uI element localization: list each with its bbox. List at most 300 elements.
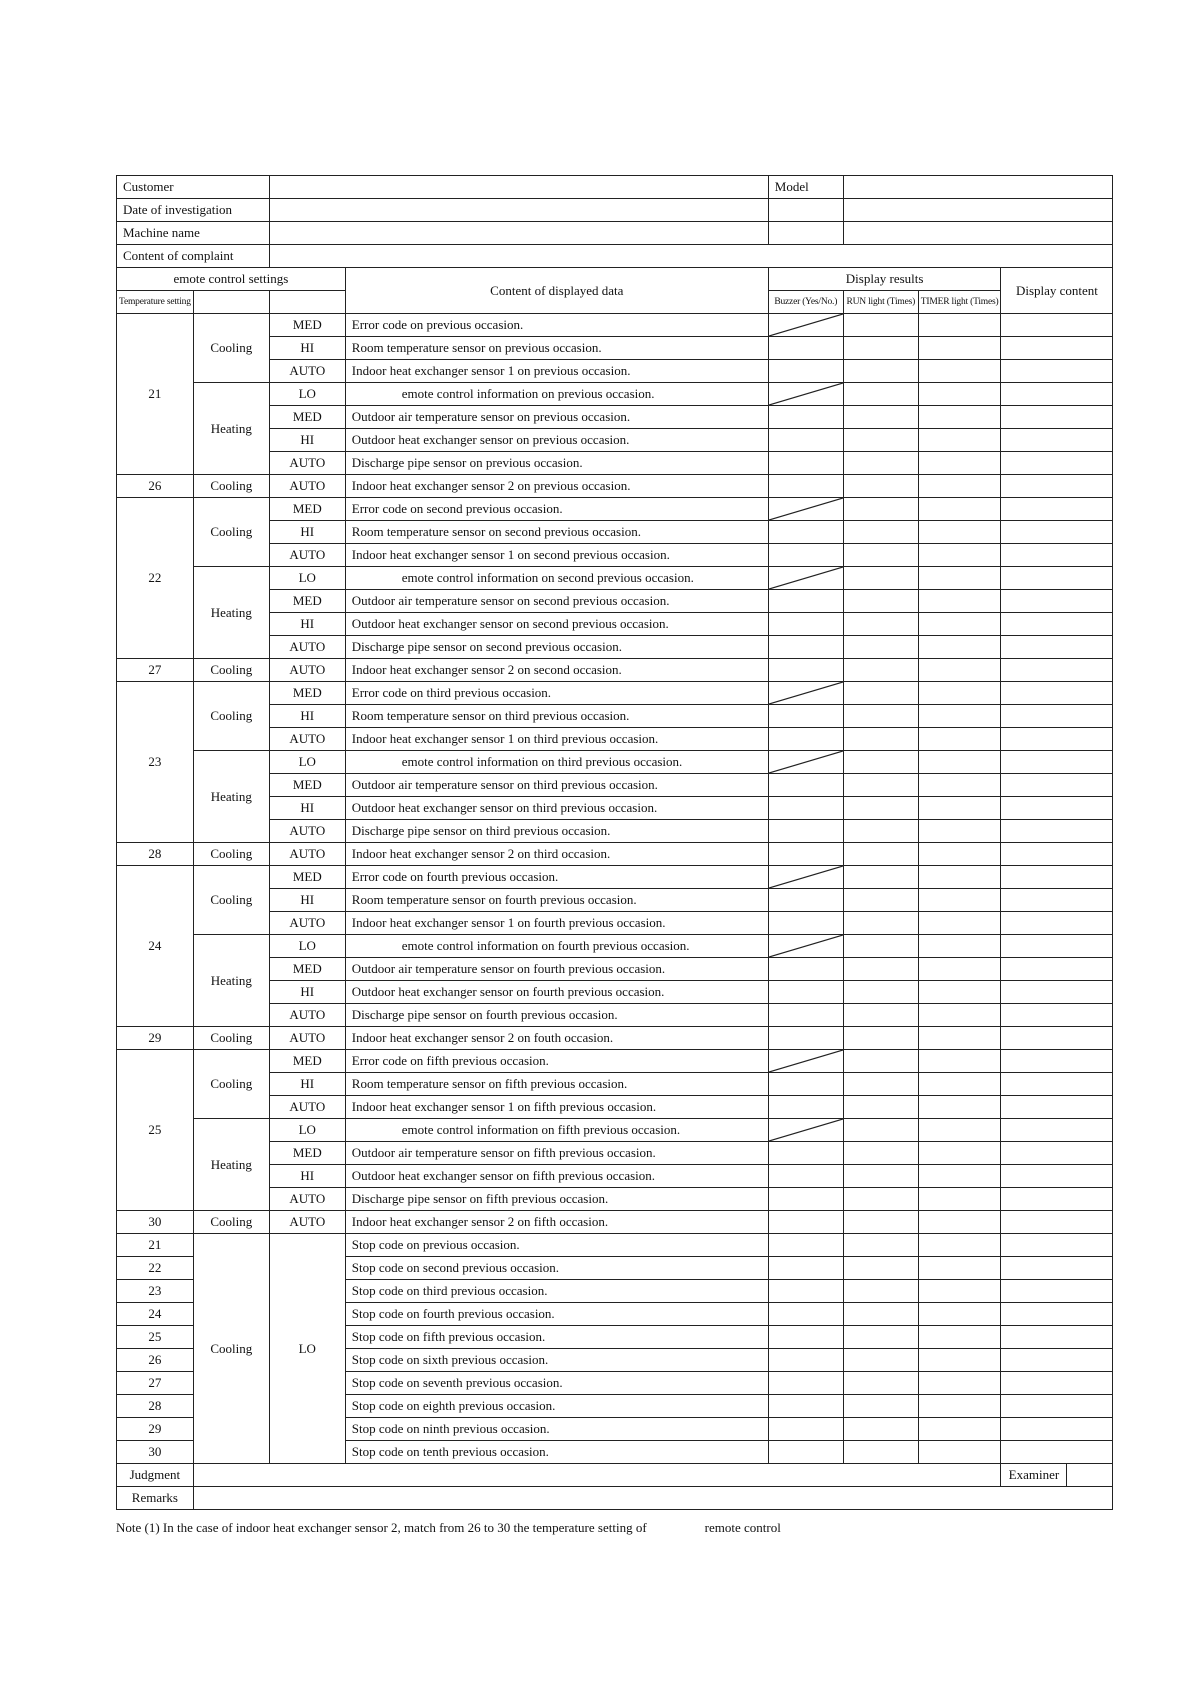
run-light-cell[interactable]: [843, 475, 918, 498]
fan-speed: AUTO: [269, 912, 345, 935]
display-content-cell[interactable]: [1001, 1395, 1113, 1418]
remote-settings-header: emote control settings: [117, 268, 346, 291]
display-content-cell[interactable]: [1001, 314, 1113, 337]
buzzer-cell[interactable]: [768, 912, 843, 935]
stop-code-content: Stop code on sixth previous occasion.: [345, 1349, 768, 1372]
run-light-cell[interactable]: [843, 958, 918, 981]
timer-light-cell[interactable]: [918, 1165, 1001, 1188]
run-light-cell[interactable]: [843, 613, 918, 636]
timer-light-cell[interactable]: [918, 636, 1001, 659]
buzzer-cell[interactable]: [768, 429, 843, 452]
display-content-cell[interactable]: [1001, 1372, 1113, 1395]
buzzer-cell: [768, 314, 843, 337]
run-light-cell[interactable]: [843, 567, 918, 590]
fan-speed: MED: [269, 1050, 345, 1073]
buzzer-cell[interactable]: [768, 613, 843, 636]
fan-speed: LO: [269, 383, 345, 406]
mode-cooling: Cooling: [193, 843, 269, 866]
display-content-cell[interactable]: [1001, 1004, 1113, 1027]
mode-cooling: Cooling: [193, 682, 269, 751]
buzzer-cell[interactable]: [768, 889, 843, 912]
display-content-cell[interactable]: [1001, 751, 1113, 774]
display-content-cell[interactable]: [1001, 1188, 1113, 1211]
buzzer-cell[interactable]: [768, 544, 843, 567]
timer-light-cell[interactable]: [918, 1257, 1001, 1280]
timer-light-cell[interactable]: [918, 1211, 1001, 1234]
run-light-cell[interactable]: [843, 429, 918, 452]
complaint-label: Content of complaint: [117, 245, 270, 268]
buzzer-cell[interactable]: [768, 659, 843, 682]
timer-light-cell[interactable]: [918, 1372, 1001, 1395]
buzzer-cell[interactable]: [768, 1142, 843, 1165]
fan-speed: LO: [269, 751, 345, 774]
fan-speed: AUTO: [269, 1211, 345, 1234]
table-row: [117, 314, 1113, 337]
table-row: [117, 659, 1113, 682]
timer-light-cell[interactable]: [918, 360, 1001, 383]
display-content-cell[interactable]: [1001, 636, 1113, 659]
mode-cooling: Cooling: [193, 498, 269, 567]
run-light-cell[interactable]: [843, 797, 918, 820]
run-light-cell[interactable]: [843, 521, 918, 544]
timer-light-cell[interactable]: [918, 843, 1001, 866]
customer-field[interactable]: [269, 176, 768, 199]
timer-light-cell[interactable]: [918, 613, 1001, 636]
timer-light-cell[interactable]: [918, 544, 1001, 567]
display-content-cell[interactable]: [1001, 383, 1113, 406]
timer-light-cell[interactable]: [918, 751, 1001, 774]
run-light-cell[interactable]: [843, 1326, 918, 1349]
display-content-cell[interactable]: [1001, 567, 1113, 590]
footnote: [116, 1520, 781, 1536]
buzzer-cell[interactable]: [768, 1211, 843, 1234]
displayed-data-content: Discharge pipe sensor on fourth previous occasion.: [345, 1004, 768, 1027]
buzzer-cell[interactable]: [768, 406, 843, 429]
timer-light-cell[interactable]: [918, 429, 1001, 452]
timer-light-cell[interactable]: [918, 659, 1001, 682]
displayed-data-content: Outdoor heat exchanger sensor on second previous occasion.: [345, 613, 768, 636]
fan-speed: LO: [269, 935, 345, 958]
fan-speed: MED: [269, 774, 345, 797]
displayed-data-content: Error code on third previous occasion.: [345, 682, 768, 705]
stop-code-content: Stop code on ninth previous occasion.: [345, 1418, 768, 1441]
display-content-cell[interactable]: [1001, 774, 1113, 797]
timer-light-cell[interactable]: [918, 475, 1001, 498]
timer-light-cell[interactable]: [918, 1027, 1001, 1050]
buzzer-cell[interactable]: [768, 1073, 843, 1096]
run-light-cell[interactable]: [843, 1188, 918, 1211]
buzzer-cell[interactable]: [768, 981, 843, 1004]
buzzer-header: Buzzer (Yes/No.): [768, 291, 843, 314]
buzzer-cell[interactable]: [768, 1188, 843, 1211]
displayed-data-content: Outdoor heat exchanger sensor on fifth previous occasion.: [345, 1165, 768, 1188]
displayed-data-content: Outdoor heat exchanger sensor on fourth previous occasion.: [345, 981, 768, 1004]
run-light-cell[interactable]: [843, 774, 918, 797]
display-content-cell[interactable]: [1001, 429, 1113, 452]
fan-speed: AUTO: [269, 544, 345, 567]
run-light-cell[interactable]: [843, 1073, 918, 1096]
display-content-cell[interactable]: [1001, 659, 1113, 682]
display-content-cell[interactable]: [1001, 843, 1113, 866]
table-row: [117, 866, 1113, 889]
fan-speed: MED: [269, 682, 345, 705]
temperature-setting: 27: [117, 659, 194, 682]
timer-light-cell[interactable]: [918, 682, 1001, 705]
timer-light-cell[interactable]: [918, 337, 1001, 360]
run-light-cell[interactable]: [843, 452, 918, 475]
machine-extra-field[interactable]: [768, 222, 843, 245]
run-light-cell[interactable]: [843, 1004, 918, 1027]
display-content-cell[interactable]: [1001, 1211, 1113, 1234]
display-content-cell[interactable]: [1001, 1119, 1113, 1142]
timer-light-cell[interactable]: [918, 1395, 1001, 1418]
display-content-cell[interactable]: [1001, 981, 1113, 1004]
buzzer-cell[interactable]: [768, 521, 843, 544]
run-light-cell[interactable]: [843, 682, 918, 705]
buzzer-cell[interactable]: [768, 1349, 843, 1372]
timer-light-cell[interactable]: [918, 1280, 1001, 1303]
timer-light-cell[interactable]: [918, 912, 1001, 935]
buzzer-cell[interactable]: [768, 1004, 843, 1027]
run-light-cell[interactable]: [843, 1211, 918, 1234]
buzzer-cell: [768, 1119, 843, 1142]
temperature-setting: 29: [117, 1027, 194, 1050]
run-light-cell[interactable]: [843, 1372, 918, 1395]
displayed-data-content: Room temperature sensor on fifth previous occasion.: [345, 1073, 768, 1096]
date-field[interactable]: [269, 199, 768, 222]
mode-heating: Heating: [193, 567, 269, 659]
timer-light-cell[interactable]: [918, 1234, 1001, 1257]
display-content-cell[interactable]: [1001, 475, 1113, 498]
run-light-cell[interactable]: [843, 383, 918, 406]
machine-extra-field-2[interactable]: [843, 222, 1113, 245]
diagonal-slash: [769, 567, 843, 589]
run-light-cell[interactable]: [843, 636, 918, 659]
run-light-cell[interactable]: [843, 1165, 918, 1188]
displayed-data-content: Discharge pipe sensor on second previous occasion.: [345, 636, 768, 659]
buzzer-cell[interactable]: [768, 1234, 843, 1257]
timer-light-cell[interactable]: [918, 383, 1001, 406]
run-light-cell[interactable]: [843, 728, 918, 751]
display-content-cell[interactable]: [1001, 337, 1113, 360]
fan-speed: LO: [269, 567, 345, 590]
display-content-cell[interactable]: [1001, 866, 1113, 889]
examiner-field[interactable]: [1067, 1464, 1113, 1487]
timer-light-cell[interactable]: [918, 452, 1001, 475]
table-row: [117, 475, 1113, 498]
run-light-cell[interactable]: [843, 659, 918, 682]
model-field[interactable]: [843, 176, 1113, 199]
timer-light-cell[interactable]: [918, 797, 1001, 820]
content-data-header: Content of displayed data: [345, 268, 768, 314]
temperature-setting: 27: [117, 1372, 194, 1395]
display-content-cell[interactable]: [1001, 498, 1113, 521]
run-light-cell[interactable]: [843, 498, 918, 521]
run-light-cell[interactable]: [843, 866, 918, 889]
run-light-cell[interactable]: [843, 820, 918, 843]
timer-light-cell[interactable]: [918, 774, 1001, 797]
temperature-setting-header: Temperature setting: [117, 291, 194, 314]
displayed-data-content: Indoor heat exchanger sensor 2 on fifth occasion.: [345, 1211, 768, 1234]
judgment-field[interactable]: [193, 1464, 1001, 1487]
displayed-data-content: Indoor heat exchanger sensor 1 on second previous occasion.: [345, 544, 768, 567]
run-light-cell[interactable]: [843, 1280, 918, 1303]
display-content-cell[interactable]: [1001, 1441, 1113, 1464]
run-light-cell[interactable]: [843, 1050, 918, 1073]
buzzer-cell[interactable]: [768, 1395, 843, 1418]
run-light-cell[interactable]: [843, 1234, 918, 1257]
display-content-cell[interactable]: [1001, 1234, 1113, 1257]
display-content-cell[interactable]: [1001, 1096, 1113, 1119]
run-light-cell[interactable]: [843, 705, 918, 728]
display-content-cell[interactable]: [1001, 912, 1113, 935]
diagonal-slash: [769, 1119, 843, 1141]
run-light-cell[interactable]: [843, 935, 918, 958]
display-content-cell[interactable]: [1001, 1027, 1113, 1050]
machine-field[interactable]: [269, 222, 768, 245]
buzzer-cell[interactable]: [768, 452, 843, 475]
display-content-cell[interactable]: [1001, 1165, 1113, 1188]
run-light-cell[interactable]: [843, 889, 918, 912]
buzzer-cell[interactable]: [768, 1096, 843, 1119]
timer-light-cell[interactable]: [918, 314, 1001, 337]
mode-cooling: Cooling: [193, 1050, 269, 1119]
buzzer-cell[interactable]: [768, 1027, 843, 1050]
displayed-data-content: Outdoor air temperature sensor on second previous occasion.: [345, 590, 768, 613]
displayed-data-content: Room temperature sensor on third previous occasion.: [345, 705, 768, 728]
timer-light-cell[interactable]: [918, 1073, 1001, 1096]
temperature-setting: 24: [117, 1303, 194, 1326]
display-content-cell[interactable]: [1001, 1257, 1113, 1280]
table-row: [117, 1234, 1113, 1257]
date-label: Date of investigation: [117, 199, 270, 222]
display-content-cell[interactable]: [1001, 1418, 1113, 1441]
timer-light-cell[interactable]: [918, 1188, 1001, 1211]
machine-label: Machine name: [117, 222, 270, 245]
timer-light-cell[interactable]: [918, 1142, 1001, 1165]
timer-light-cell[interactable]: [918, 590, 1001, 613]
display-content-cell[interactable]: [1001, 406, 1113, 429]
timer-light-cell[interactable]: [918, 406, 1001, 429]
buzzer-cell[interactable]: [768, 820, 843, 843]
stop-code-content: Stop code on tenth previous occasion.: [345, 1441, 768, 1464]
buzzer-cell[interactable]: [768, 797, 843, 820]
timer-light-cell[interactable]: [918, 1050, 1001, 1073]
temperature-setting: 23: [117, 1280, 194, 1303]
temperature-setting: 22: [117, 498, 194, 659]
buzzer-cell[interactable]: [768, 1326, 843, 1349]
complaint-field[interactable]: [269, 245, 1113, 268]
timer-light-cell[interactable]: [918, 1441, 1001, 1464]
diagonal-slash: [769, 383, 843, 405]
timer-light-cell[interactable]: [918, 1418, 1001, 1441]
fan-speed: MED: [269, 406, 345, 429]
buzzer-cell[interactable]: [768, 1165, 843, 1188]
timer-light-cell[interactable]: [918, 958, 1001, 981]
buzzer-cell[interactable]: [768, 475, 843, 498]
run-light-cell[interactable]: [843, 1395, 918, 1418]
display-content-cell[interactable]: [1001, 521, 1113, 544]
remarks-field[interactable]: [193, 1487, 1113, 1510]
judgment-row: [117, 1464, 1113, 1487]
buzzer-cell[interactable]: [768, 636, 843, 659]
fan-speed: MED: [269, 958, 345, 981]
mode-cooling: Cooling: [193, 1234, 269, 1464]
displayed-data-content: Error code on second previous occasion.: [345, 498, 768, 521]
run-light-cell[interactable]: [843, 1119, 918, 1142]
run-light-cell[interactable]: [843, 360, 918, 383]
buzzer-cell: [768, 498, 843, 521]
diagonal-slash: [769, 498, 843, 520]
table-row: [117, 567, 1113, 590]
run-light-cell[interactable]: [843, 912, 918, 935]
displayed-data-content: Outdoor air temperature sensor on fifth previous occasion.: [345, 1142, 768, 1165]
fan-speed: HI: [269, 705, 345, 728]
timer-light-cell[interactable]: [918, 820, 1001, 843]
fan-speed: MED: [269, 866, 345, 889]
run-light-cell[interactable]: [843, 981, 918, 1004]
customer-label: Customer: [117, 176, 270, 199]
display-content-cell[interactable]: [1001, 1050, 1113, 1073]
timer-light-cell[interactable]: [918, 866, 1001, 889]
displayed-data-content: emote control information on fifth previous occasion.: [345, 1119, 768, 1142]
displayed-data-content: Discharge pipe sensor on previous occasion.: [345, 452, 768, 475]
fan-speed: AUTO: [269, 1096, 345, 1119]
temperature-setting: 30: [117, 1441, 194, 1464]
timer-light-cell[interactable]: [918, 1119, 1001, 1142]
buzzer-cell[interactable]: [768, 1418, 843, 1441]
fan-speed: AUTO: [269, 1004, 345, 1027]
diagonal-slash: [769, 751, 843, 773]
display-content-cell[interactable]: [1001, 1142, 1113, 1165]
buzzer-cell[interactable]: [768, 337, 843, 360]
temperature-setting: 26: [117, 1349, 194, 1372]
display-content-cell[interactable]: [1001, 1073, 1113, 1096]
table-row: [117, 751, 1113, 774]
model-label: Model: [768, 176, 843, 199]
buzzer-cell[interactable]: [768, 590, 843, 613]
display-content-cell[interactable]: [1001, 958, 1113, 981]
buzzer-cell[interactable]: [768, 774, 843, 797]
run-light-cell[interactable]: [843, 1142, 918, 1165]
display-content-cell[interactable]: [1001, 705, 1113, 728]
run-light-cell[interactable]: [843, 314, 918, 337]
timer-light-cell[interactable]: [918, 1303, 1001, 1326]
temperature-setting: 25: [117, 1326, 194, 1349]
displayed-data-content: Outdoor air temperature sensor on third previous occasion.: [345, 774, 768, 797]
displayed-data-content: Outdoor heat exchanger sensor on third previous occasion.: [345, 797, 768, 820]
displayed-data-content: emote control information on fourth previous occasion.: [345, 935, 768, 958]
run-light-cell[interactable]: [843, 544, 918, 567]
displayed-data-content: emote control information on previous occasion.: [345, 383, 768, 406]
displayed-data-content: Room temperature sensor on second previous occasion.: [345, 521, 768, 544]
buzzer-cell[interactable]: [768, 728, 843, 751]
buzzer-cell[interactable]: [768, 1372, 843, 1395]
table-row: [117, 682, 1113, 705]
display-content-cell[interactable]: [1001, 1326, 1113, 1349]
fan-speed: HI: [269, 337, 345, 360]
run-light-cell[interactable]: [843, 1349, 918, 1372]
buzzer-cell[interactable]: [768, 843, 843, 866]
run-light-cell[interactable]: [843, 1027, 918, 1050]
run-light-cell[interactable]: [843, 1257, 918, 1280]
display-content-cell[interactable]: [1001, 590, 1113, 613]
display-content-cell[interactable]: [1001, 820, 1113, 843]
timer-light-cell[interactable]: [918, 705, 1001, 728]
buzzer-cell[interactable]: [768, 1257, 843, 1280]
display-content-cell[interactable]: [1001, 1280, 1113, 1303]
timer-light-cell[interactable]: [918, 1349, 1001, 1372]
temperature-setting: 28: [117, 1395, 194, 1418]
timer-light-cell[interactable]: [918, 1326, 1001, 1349]
stop-code-content: Stop code on eighth previous occasion.: [345, 1395, 768, 1418]
display-content-cell[interactable]: [1001, 544, 1113, 567]
buzzer-cell[interactable]: [768, 1303, 843, 1326]
mode-cooling: Cooling: [193, 659, 269, 682]
fan-speed: LO: [269, 1234, 345, 1464]
date-extra-field-2[interactable]: [843, 199, 1113, 222]
run-light-cell[interactable]: [843, 751, 918, 774]
timer-light-cell[interactable]: [918, 498, 1001, 521]
timer-light-cell[interactable]: [918, 889, 1001, 912]
display-content-cell[interactable]: [1001, 889, 1113, 912]
buzzer-cell[interactable]: [768, 705, 843, 728]
timer-light-cell[interactable]: [918, 521, 1001, 544]
buzzer-cell[interactable]: [768, 958, 843, 981]
run-light-cell[interactable]: [843, 843, 918, 866]
display-content-cell[interactable]: [1001, 935, 1113, 958]
buzzer-cell[interactable]: [768, 360, 843, 383]
display-content-cell[interactable]: [1001, 360, 1113, 383]
display-content-cell[interactable]: [1001, 613, 1113, 636]
display-content-cell[interactable]: [1001, 682, 1113, 705]
temperature-setting: 21: [117, 1234, 194, 1257]
timer-light-cell[interactable]: [918, 981, 1001, 1004]
display-content-cell[interactable]: [1001, 797, 1113, 820]
timer-light-cell[interactable]: [918, 728, 1001, 751]
run-light-cell[interactable]: [843, 406, 918, 429]
buzzer-cell: [768, 866, 843, 889]
run-light-cell[interactable]: [843, 1303, 918, 1326]
displayed-data-content: emote control information on third previous occasion.: [345, 751, 768, 774]
mode-heating: Heating: [193, 383, 269, 475]
timer-light-cell[interactable]: [918, 1004, 1001, 1027]
display-content-cell[interactable]: [1001, 1303, 1113, 1326]
timer-light-cell[interactable]: [918, 567, 1001, 590]
run-light-cell[interactable]: [843, 337, 918, 360]
timer-light-cell[interactable]: [918, 1096, 1001, 1119]
buzzer-cell[interactable]: [768, 1441, 843, 1464]
temperature-setting: 28: [117, 843, 194, 866]
diagonal-slash: [769, 866, 843, 888]
fan-speed: HI: [269, 797, 345, 820]
display-content-cell[interactable]: [1001, 728, 1113, 751]
displayed-data-content: Outdoor heat exchanger sensor on previous occasion.: [345, 429, 768, 452]
mode-heating: Heating: [193, 1119, 269, 1211]
run-light-cell[interactable]: [843, 590, 918, 613]
buzzer-cell[interactable]: [768, 1280, 843, 1303]
date-extra-field[interactable]: [768, 199, 843, 222]
mode-cooling: Cooling: [193, 1027, 269, 1050]
judgment-label: Judgment: [117, 1464, 194, 1487]
display-content-cell[interactable]: [1001, 1349, 1113, 1372]
display-content-cell[interactable]: [1001, 452, 1113, 475]
run-light-cell[interactable]: [843, 1441, 918, 1464]
run-light-cell[interactable]: [843, 1096, 918, 1119]
run-light-cell[interactable]: [843, 1418, 918, 1441]
displayed-data-content: Indoor heat exchanger sensor 2 on previous occasion.: [345, 475, 768, 498]
timer-light-cell[interactable]: [918, 935, 1001, 958]
